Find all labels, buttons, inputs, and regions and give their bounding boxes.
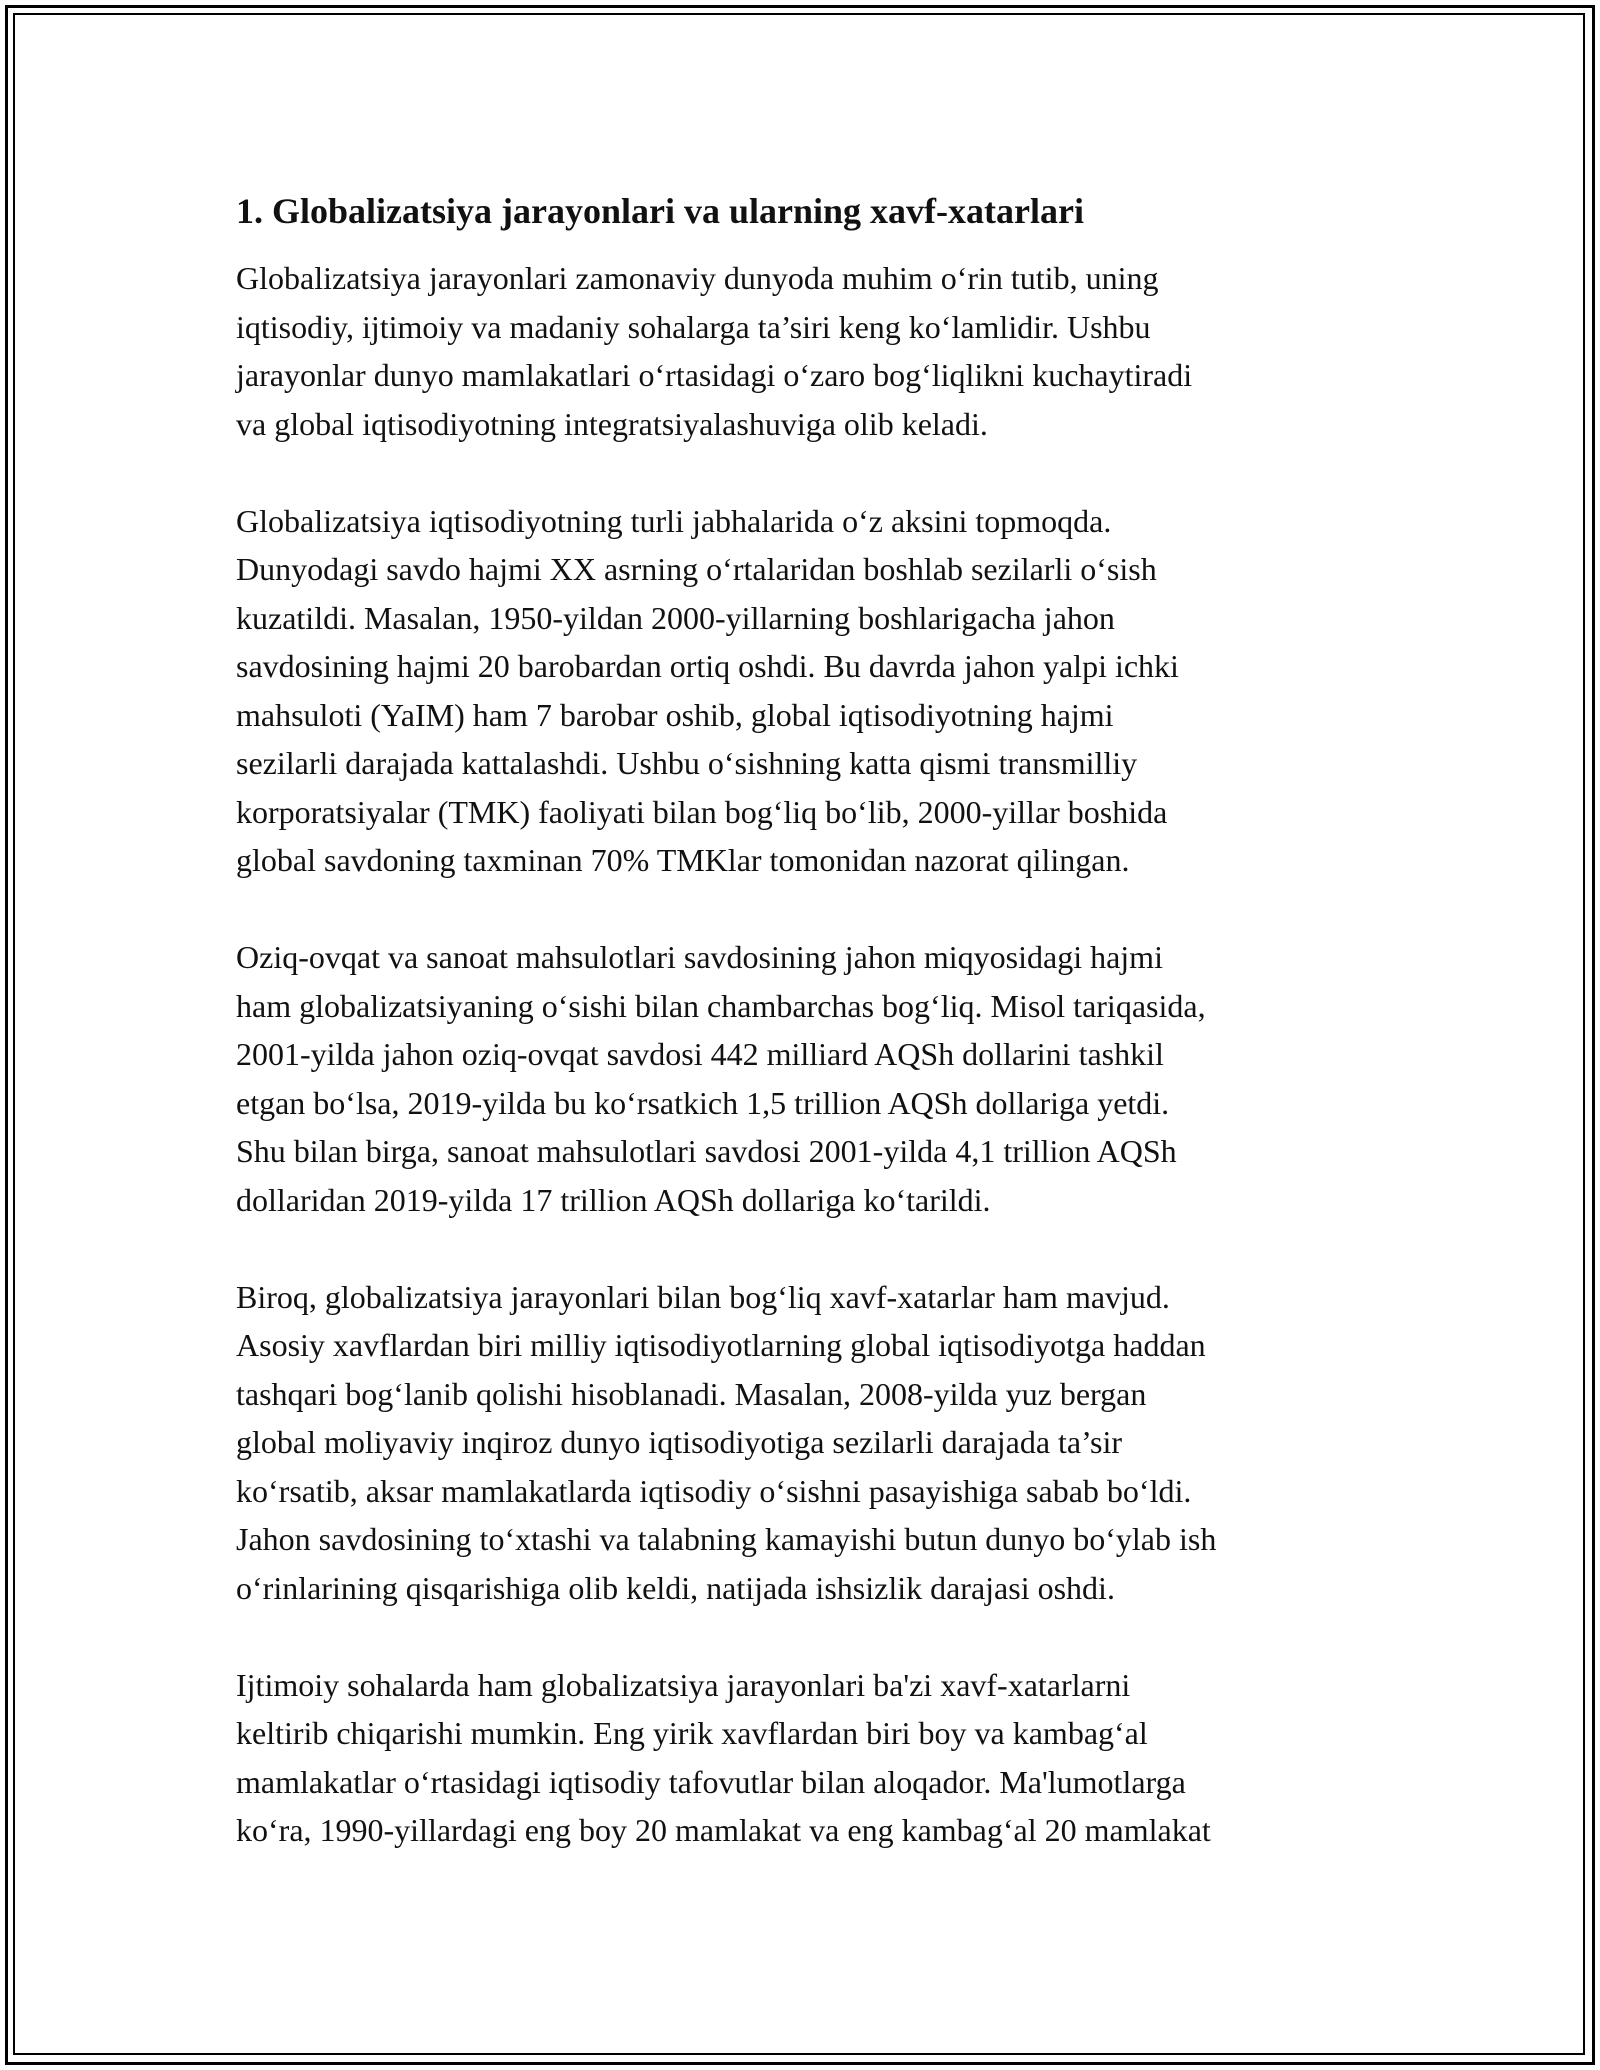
paragraph-1 bbox=[236, 254, 1366, 448]
section-heading: 1. Globalizatsiya jarayonlari va ularning xavf-xatarlari bbox=[236, 191, 1084, 231]
text-line: sezilarli darajada kattalashdi. Ushbu o‘sishning katta qismi transmilliy bbox=[236, 745, 1138, 781]
text-line: Biroq, globalizatsiya jarayonlari bilan bog‘liq xavf-xatarlar ham mavjud. bbox=[236, 1278, 1170, 1315]
text-line: ko‘rsatib, aksar mamlakatlarda iqtisodiy o‘sishni pasayishiga sabab bo‘ldi. bbox=[236, 1472, 1192, 1509]
text-line: Shu bilan birga, sanoat mahsulotlari savdosi 2001-yilda 4,1 trillion AQSh bbox=[236, 1133, 1177, 1169]
paragraph-2 bbox=[236, 497, 1366, 885]
text-line: Dunyodagi savdo hajmi XX asrning o‘rtalaridan boshlab sezilarli o‘sish bbox=[236, 551, 1157, 587]
text-line: ham globalizatsiyaning o‘sishi bilan chambarchas bog‘liq. Misol tariqasida, bbox=[236, 987, 1206, 1024]
text-line: Globalizatsiya jarayonlari zamonaviy dunyoda muhim o‘rin tutib, uning bbox=[236, 260, 1159, 296]
text-line: iqtisodiy, ijtimoiy va madaniy sohalarga ta’siri keng ko‘lamlidir. Ushbu bbox=[236, 308, 1151, 345]
text-line: korporatsiyalar (TMK) faoliyati bilan bog‘liq bo‘lib, 2000-yillar boshida bbox=[236, 793, 1168, 830]
text-line: etgan bo‘lsa, 2019-yilda bu ko‘rsatkich 1,5 trillion AQSh dollariga yetdi. bbox=[236, 1084, 1170, 1121]
document-body bbox=[236, 186, 1366, 1903]
text-line: va global iqtisodiyotning integratsiyalashuviga olib keladi. bbox=[236, 405, 988, 442]
text-line: Asosiy xavflardan biri milliy iqtisodiyotlarning global iqtisodiyotga haddan bbox=[236, 1327, 1206, 1363]
paragraph-4 bbox=[236, 1273, 1366, 1613]
text-line: global savdoning taxminan 70% TMKlar tomonidan nazorat qilingan. bbox=[236, 842, 1130, 878]
paragraph-5 bbox=[236, 1661, 1366, 1855]
text-line: kuzatildi. Masalan, 1950-yildan 2000-yillarning boshlarigacha jahon bbox=[236, 599, 1115, 636]
text-line: Oziq-ovqat va sanoat mahsulotlari savdosining jahon miqyosidagi hajmi bbox=[236, 939, 1163, 975]
text-line: dollaridan 2019-yilda 17 trillion AQSh dollariga ko‘tarildi. bbox=[236, 1181, 991, 1218]
text-line: global moliyaviy inqiroz dunyo iqtisodiyotiga sezilarli darajada ta’sir bbox=[236, 1424, 1123, 1460]
text-line: Ijtimoiy sohalarda ham globalizatsiya jarayonlari ba'zi xavf-xatarlarni bbox=[236, 1666, 1131, 1703]
text-line: mamlakatlar o‘rtasidagi iqtisodiy tafovutlar bilan aloqador. Ma'lumotlarga bbox=[236, 1763, 1186, 1800]
text-line: mahsuloti (YaIM) ham 7 barobar oshib, global iqtisodiyotning hajmi bbox=[236, 696, 1114, 733]
text-line: jarayonlar dunyo mamlakatlari o‘rtasidagi o‘zaro bog‘liqlikni kuchaytiradi bbox=[236, 357, 1193, 393]
text-line: keltirib chiqarishi mumkin. Eng yirik xavflardan biri boy va kambag‘al bbox=[236, 1715, 1148, 1751]
text-line: Jahon savdosining to‘xtashi va talabning kamayishi butun dunyo bo‘ylab ish bbox=[236, 1521, 1217, 1557]
text-line: tashqari bog‘lanib qolishi hisoblanadi. Masalan, 2008-yilda yuz bergan bbox=[236, 1375, 1147, 1412]
text-line: 2001-yilda jahon oziq-ovqat savdosi 442 milliard AQSh dollarini tashkil bbox=[236, 1036, 1164, 1072]
text-line: ko‘ra, 1990-yillardagi eng boy 20 mamlakat va eng kambag‘al 20 mamlakat bbox=[236, 1812, 1211, 1848]
text-line: Globalizatsiya iqtisodiyotning turli jabhalarida o‘z aksini topmoqda. bbox=[236, 502, 1112, 539]
text-line: savdosining hajmi 20 barobardan ortiq oshdi. Bu davrda jahon yalpi ichki bbox=[236, 648, 1179, 684]
text-line: o‘rinlarining qisqarishiga olib keldi, natijada ishsizlik darajasi oshdi. bbox=[236, 1569, 1115, 1606]
paragraph-3 bbox=[236, 933, 1366, 1224]
